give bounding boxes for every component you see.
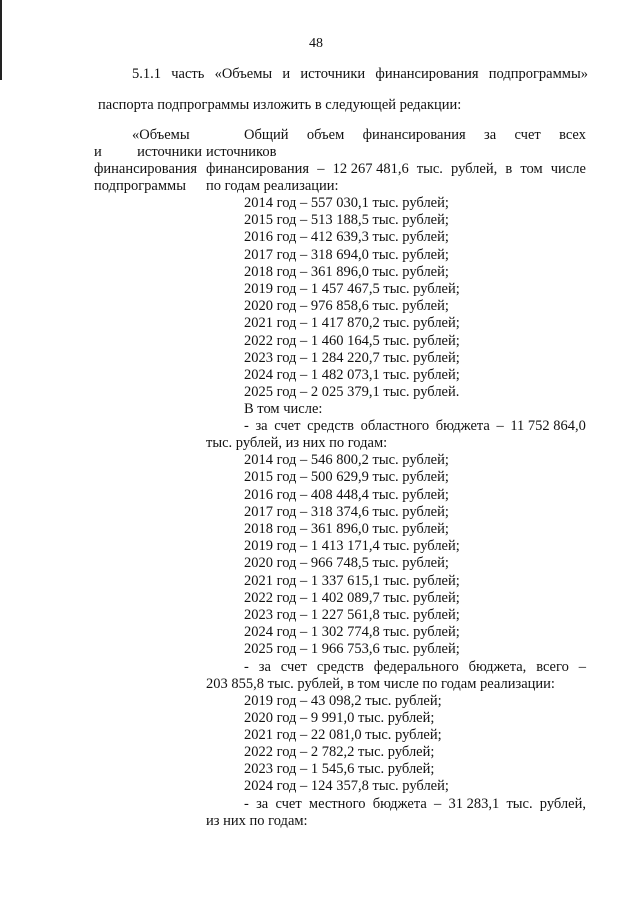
in-that-label: В том числе: <box>244 401 323 418</box>
word: 11 752 864,0 <box>510 418 586 435</box>
list-item: 2019 год – 1 457 467,5 тыс. рублей; <box>244 280 460 297</box>
list-item: 2023 год – 1 227 561,8 тыс. рублей; <box>244 606 460 623</box>
local-head-line-2: из них по годам: <box>206 812 308 829</box>
word: 12 267 481,6 <box>332 161 409 177</box>
row-content <box>206 127 586 830</box>
list-item: 2025 год – 1 966 753,6 тыс. рублей; <box>244 641 460 658</box>
list-item: 2020 год – 976 858,6 тыс. рублей; <box>244 298 449 315</box>
list-item: 2014 год – 557 030,1 тыс. рублей; <box>244 195 449 211</box>
list-item: 2024 год – 124 357,8 тыс. рублей; <box>244 778 449 795</box>
word: числе <box>550 161 586 177</box>
word: за <box>255 418 268 435</box>
label-line-4: подпрограммы <box>94 178 186 194</box>
word: 31 283,1 <box>448 795 500 812</box>
word: рублей, <box>451 161 498 177</box>
list-item: 2021 год – 1 337 615,1 тыс. рублей; <box>244 572 460 589</box>
word: бюджета, <box>468 658 527 675</box>
list-item: 2014 год – 546 800,2 тыс. рублей; <box>244 452 449 469</box>
list-item: 2019 год – 43 098,2 тыс. рублей; <box>244 692 442 709</box>
word: и <box>282 66 291 82</box>
word: Общий <box>244 127 289 143</box>
list-item: 2017 год – 318 374,6 тыс. рублей; <box>244 503 449 520</box>
federal-head-line-2: 203 855,8 тыс. рублей, в том числе по годам реализации: <box>206 675 555 692</box>
word: счет <box>275 795 302 812</box>
word: федерального <box>373 658 459 675</box>
word: финансирования <box>206 161 310 177</box>
label-line-2 <box>94 144 202 161</box>
total-head-line-4: по годам реализации: <box>206 178 339 194</box>
word: финансирования <box>375 66 479 82</box>
word: – <box>434 795 442 812</box>
list-item: 2024 год – 1 302 774,8 тыс. рублей; <box>244 624 460 641</box>
list-item: 2016 год – 408 448,4 тыс. рублей; <box>244 486 449 503</box>
word: том <box>520 161 543 177</box>
word: финансирования <box>362 127 466 143</box>
local-head-line-1 <box>206 796 586 813</box>
word: за <box>258 658 271 675</box>
list-item: 2020 год – 9 991,0 тыс. рублей; <box>244 709 435 726</box>
regional-head-line-2: тыс. рублей, из них по годам: <box>206 435 388 452</box>
word: и <box>94 144 102 160</box>
list-item: 2025 год – 2 025 379,1 тыс. рублей. <box>244 384 460 401</box>
word: часть <box>171 66 205 82</box>
list-item: 2023 год – 1 545,6 тыс. рублей; <box>244 761 435 778</box>
word: всех <box>559 127 586 143</box>
total-head-line-2: источников <box>206 144 277 160</box>
word: бюджета <box>435 418 490 435</box>
word: местного <box>308 795 366 812</box>
word: счет <box>280 658 308 675</box>
list-item: 2018 год – 361 896,0 тыс. рублей; <box>244 521 449 537</box>
page-number: 48 <box>309 36 323 51</box>
label-line-1: «Объемы <box>132 127 190 143</box>
word: за <box>256 795 269 812</box>
total-years-list <box>206 195 586 401</box>
intro-line-1 <box>132 66 588 83</box>
total-head-line-1 <box>206 127 586 144</box>
word: средств <box>307 418 354 435</box>
total-head-line-3 <box>206 161 586 178</box>
word: – <box>496 418 504 435</box>
word: за <box>484 127 497 143</box>
word: всего <box>536 658 569 675</box>
word: объем <box>306 127 345 143</box>
word: - <box>244 418 249 435</box>
list-item: 2018 год – 361 896,0 тыс. рублей; <box>244 263 449 280</box>
word: - <box>244 658 249 675</box>
word: 5.1.1 <box>132 66 161 82</box>
word: бюджета <box>372 795 427 812</box>
list-item: 2017 год – 318 694,0 тыс. рублей; <box>244 246 449 263</box>
word: – <box>578 658 586 675</box>
federal-years-list <box>206 693 586 796</box>
word: тыс. <box>506 795 533 812</box>
label-line-3: финансирования <box>94 161 198 177</box>
word: - <box>244 795 249 812</box>
list-item: 2016 год – 412 639,3 тыс. рублей; <box>244 229 449 246</box>
regional-head-line-1 <box>206 418 586 435</box>
word: счет <box>514 127 541 143</box>
word: источники <box>300 66 366 82</box>
list-item: 2024 год – 1 482 073,1 тыс. рублей; <box>244 366 460 383</box>
word: в <box>505 161 513 177</box>
federal-head-line-1 <box>206 659 586 676</box>
list-item: 2023 год – 1 284 220,7 тыс. рублей; <box>244 349 460 366</box>
list-item: 2022 год – 1 460 164,5 тыс. рублей; <box>244 332 460 349</box>
intro-line-2: паспорта подпрограммы изложить в следующей редакции: <box>98 97 462 113</box>
word: средств <box>316 658 364 675</box>
list-item: 2015 год – 500 629,9 тыс. рублей; <box>244 469 449 486</box>
regional-years-list <box>206 452 586 658</box>
word: – <box>317 161 325 177</box>
row-label <box>94 127 202 195</box>
list-item: 2021 год – 1 417 870,2 тыс. рублей; <box>244 315 460 332</box>
word: подпрограммы» <box>488 66 588 82</box>
list-item: 2022 год – 2 782,2 тыс. рублей; <box>244 744 435 761</box>
word: источники <box>137 144 202 160</box>
word: рублей, <box>539 795 586 812</box>
word: областного <box>360 418 430 435</box>
list-item: 2015 год – 513 188,5 тыс. рублей; <box>244 212 449 229</box>
list-item: 2021 год – 22 081,0 тыс. рублей; <box>244 726 442 743</box>
word: тыс. <box>416 161 443 177</box>
word: «Объемы <box>214 66 273 82</box>
list-item: 2019 год – 1 413 171,4 тыс. рублей; <box>244 538 460 555</box>
word: счет <box>274 418 301 435</box>
list-item: 2020 год – 966 748,5 тыс. рублей; <box>244 555 449 572</box>
list-item: 2022 год – 1 402 089,7 тыс. рублей; <box>244 589 460 606</box>
